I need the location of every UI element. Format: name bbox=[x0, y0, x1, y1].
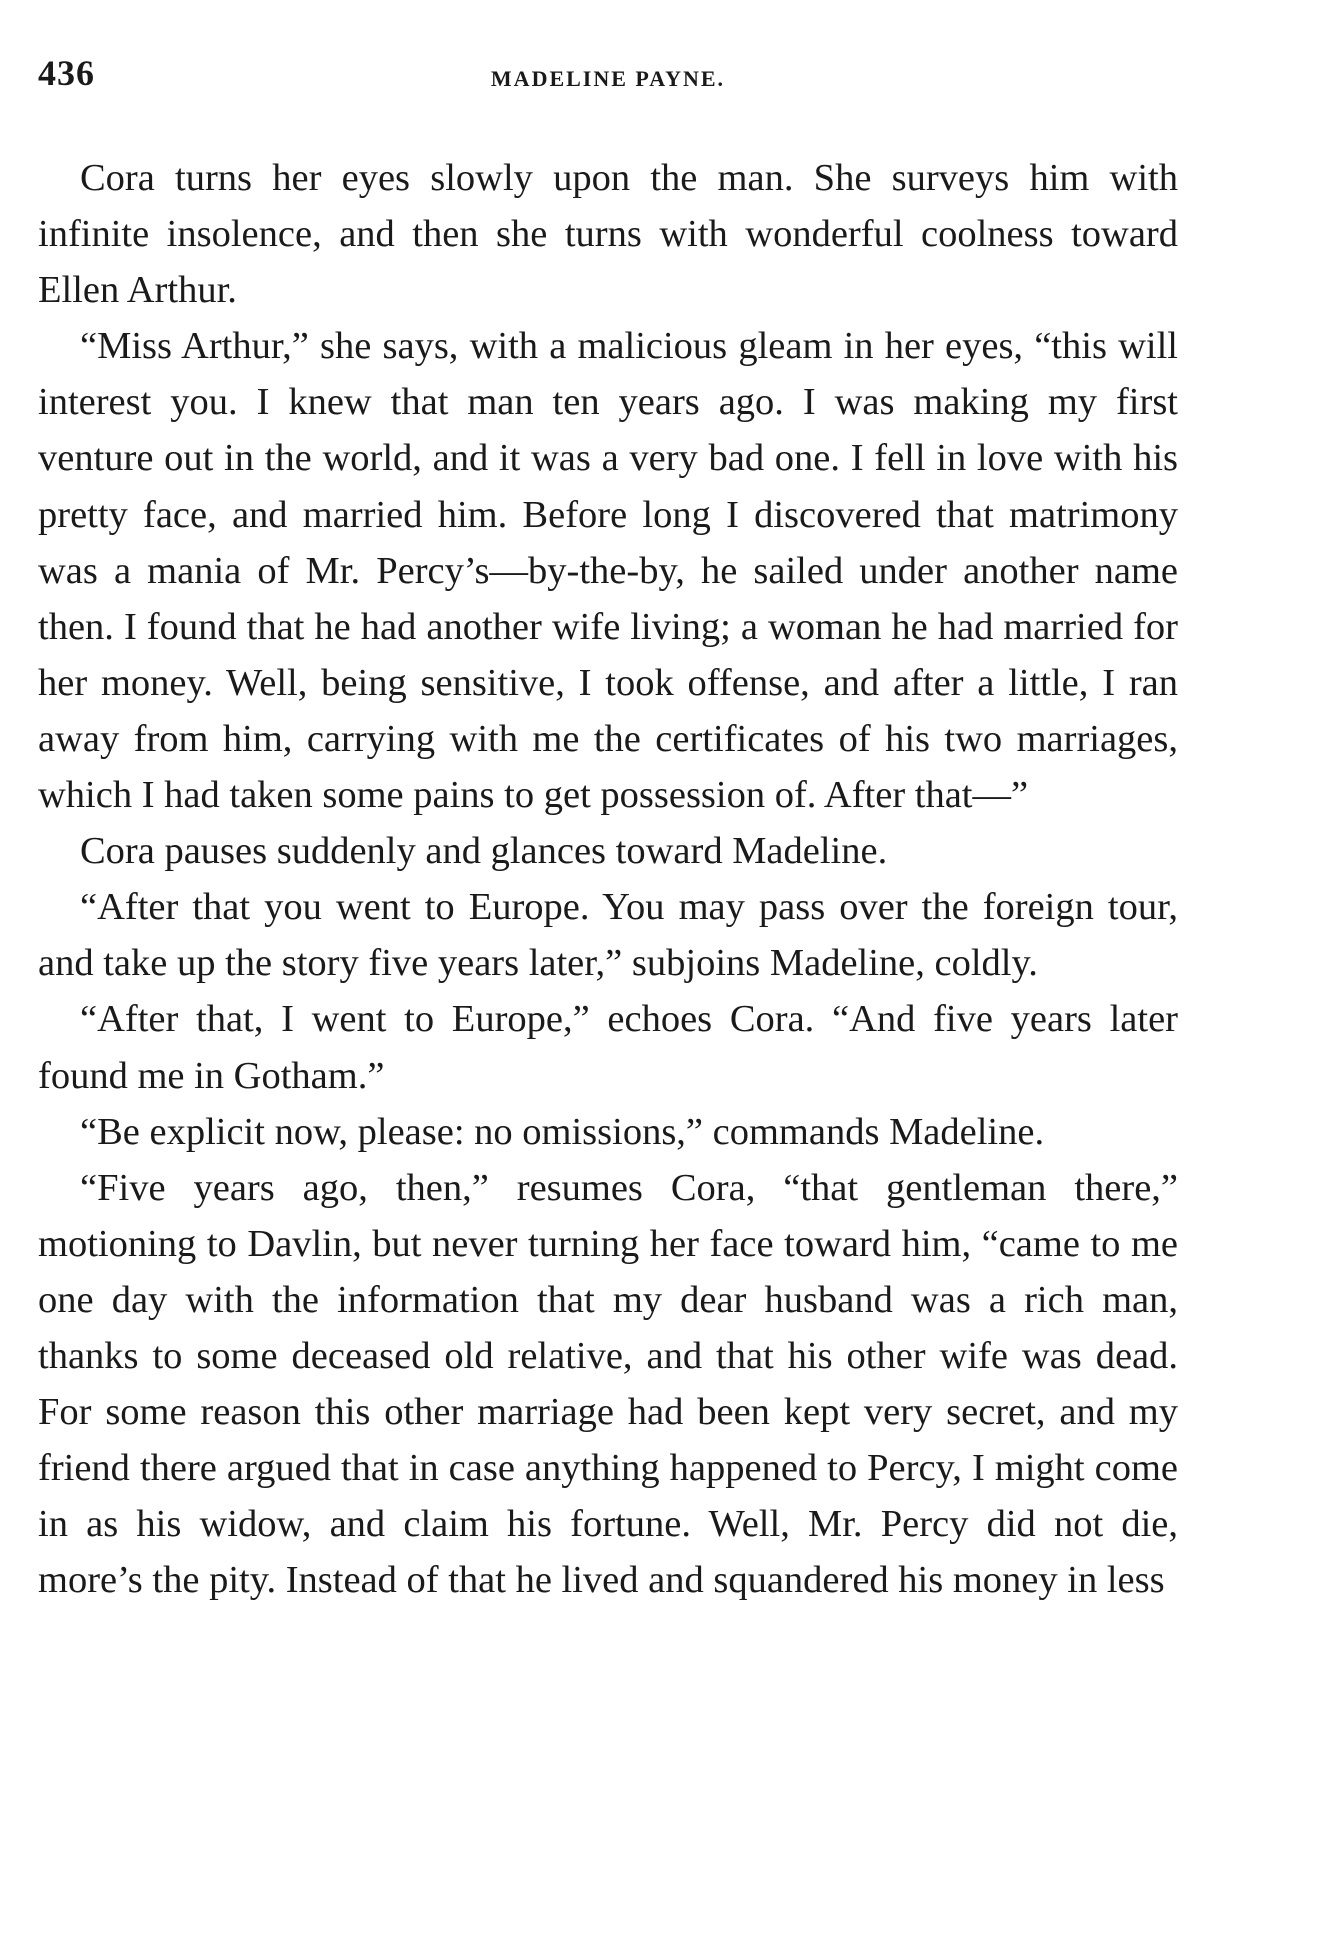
paragraph: “Five years ago, then,” resumes Cora, “that gentleman there,” motioning to Davlin, but never turning her face toward him, “came to me one day with the information that my dear husband was a rich man, thanks to some deceased old relative, and that his other wife was dead. For some reason this other marriage had been kept very secret, and my friend there argued that in case anything happened to Percy, I might come in as his widow, and claim his fortune. Well, Mr. Percy did not die, more’s the pity. Instead of that he lived and squandered his money in less bbox=[38, 1166, 1178, 1602]
paragraph: “Be explicit now, please: no omissions,” commands Madeline. bbox=[80, 1110, 1045, 1153]
running-title: MADELINE PAYNE. bbox=[490, 66, 726, 91]
paragraph: “After that you went to Europe. You may pass over the foreign tour, and take up the story five years later,” subjoins Madeline, coldly. bbox=[38, 886, 1178, 985]
paragraph: Cora turns her eyes slowly upon the man. She surveys him with infinite insolence, and then she turns with wonderful coolness toward Ellen Arthur. bbox=[38, 157, 1178, 312]
body-text bbox=[38, 150, 1178, 1608]
page-header bbox=[38, 52, 1178, 102]
paragraph: Cora pauses suddenly and glances toward Madeline. bbox=[80, 830, 888, 873]
paragraph: “Miss Arthur,” she says, with a malicious gleam in her eyes, “this will interest you. I knew that man ten years ago. I was making my first venture out in the world, and it was a very bad one. I fell in love with his pretty face, and married him. Before long I discovered that matrimony was a mania of Mr. Percy’s—by-the-by, he sailed under another name then. I found that he had another wife living; a woman he had married for her money. Well, being sensitive, I took offense, and after a little, I ran away from him, carrying with me the certificates of his two marriages, which I had taken some pains to get possession of. After that—” bbox=[38, 325, 1178, 817]
paragraph: “After that, I went to Europe,” echoes Cora. “And five years later found me in Gotham.” bbox=[38, 998, 1178, 1097]
page-number: 436 bbox=[38, 53, 95, 93]
